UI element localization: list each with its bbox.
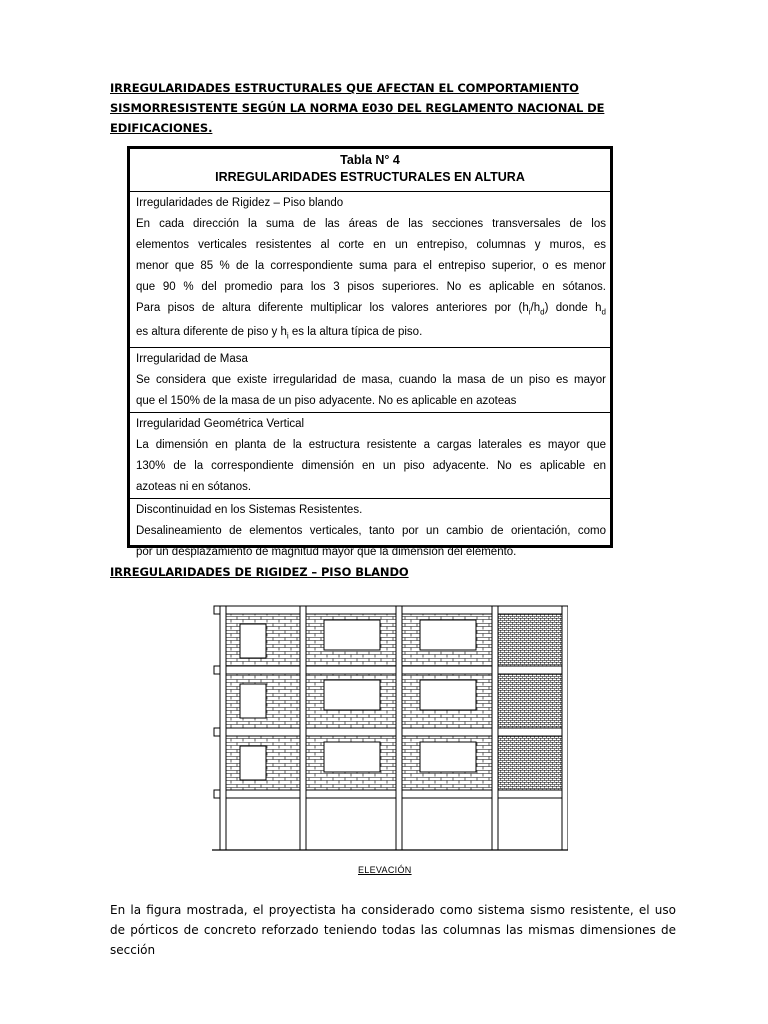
section-line: 130% de la correspondiente dimensión en un piso adyacente. No es aplicable en xyxy=(136,459,606,472)
window-opening xyxy=(324,680,380,710)
table-title: IRREGULARIDADES ESTRUCTURALES EN ALTURA xyxy=(215,170,525,184)
window-opening xyxy=(240,684,266,718)
table-section-masa xyxy=(130,348,610,413)
section-line: Desalineamiento de elementos verticales, tanto por un cambio de orientación, como xyxy=(136,524,606,537)
masonry-infill xyxy=(498,736,562,790)
window-opening xyxy=(240,746,266,780)
window-opening xyxy=(324,620,380,650)
section-line: es altura diferente de piso y $h_i$ es la altura típica de piso. xyxy=(136,326,423,341)
column xyxy=(562,606,568,850)
masonry-infill xyxy=(498,614,562,666)
section-title: Irregularidad Geométrica Vertical xyxy=(136,417,305,430)
section-heading: IRREGULARIDADES DE RIGIDEZ – PISO BLANDO xyxy=(110,565,409,579)
soft-story-elevation-drawing xyxy=(212,602,568,860)
table-section-geometrica xyxy=(130,413,610,499)
section-title: Discontinuidad en los Sistemas Resistentes. xyxy=(136,503,363,516)
section-line: Para pisos de altura diferente multiplicar los valores anteriores por $(h_i/h_d)$ donde $h_d$ xyxy=(136,302,606,317)
section-line: por un desplazamiento de magnitud mayor que la dimensión del elemento. xyxy=(136,545,517,558)
masonry-infill xyxy=(498,674,562,728)
section-line: En cada dirección la suma de las áreas de las secciones transversales de los xyxy=(136,218,606,230)
beam xyxy=(214,728,566,736)
table-section-rigidez xyxy=(130,192,610,348)
table-section-discontinuidad xyxy=(130,499,610,563)
window-opening xyxy=(420,742,476,772)
window-opening xyxy=(240,624,266,658)
structural-irregularities-table xyxy=(127,146,613,558)
section-line: azoteas ni en sótanos. xyxy=(136,480,252,493)
section-line: menor que 85 % de la correspondiente suma para el entrepiso superior, o es menor xyxy=(136,260,606,272)
section-title: Irregularidades de Rigidez – Piso blando xyxy=(136,197,344,209)
document-heading: IRREGULARIDADES ESTRUCTURALES QUE AFECTAN EL COMPORTAMIENTO SISMORRESISTENTE SEGÚN LA NORMA E030 DEL REGLAMENTO NACIONAL DE EDIFICACIONES. xyxy=(110,81,605,135)
frame-structure xyxy=(212,606,568,850)
section-line: Se considera que existe irregularidad de masa, cuando la masa de un piso es mayor xyxy=(136,373,606,386)
column xyxy=(300,606,306,850)
column xyxy=(396,606,402,850)
section-line: que 90 % del promedio para los 3 pisos superiores. No es aplicable en sótanos. xyxy=(136,281,606,293)
window-opening xyxy=(420,620,476,650)
section-line: elementos verticales resistentes al corte en un entrepiso, columnas y muros, es xyxy=(136,239,606,251)
beam xyxy=(214,790,566,798)
body-paragraph: En la figura mostrada, el proyectista ha considerado como sistema sismo resistente, el uso de pórticos de concreto reforzado teniendo todas las columnas las mismas dimensiones de sección xyxy=(110,903,676,957)
section-title: Irregularidad de Masa xyxy=(136,352,248,365)
window-opening xyxy=(324,742,380,772)
column xyxy=(220,606,226,850)
figure-caption: ELEVACIÓN xyxy=(358,865,412,875)
window-opening xyxy=(420,680,476,710)
column xyxy=(492,606,498,850)
beam xyxy=(214,606,566,614)
beam xyxy=(214,666,566,674)
table-number: Tabla N° 4 xyxy=(340,153,400,167)
section-line: que el 150% de la masa de un piso adyacente. No es aplicable en azoteas xyxy=(136,394,517,407)
table-header xyxy=(130,149,610,192)
section-line: La dimensión en planta de la estructura resistente a cargas laterales es mayor que xyxy=(136,438,606,451)
